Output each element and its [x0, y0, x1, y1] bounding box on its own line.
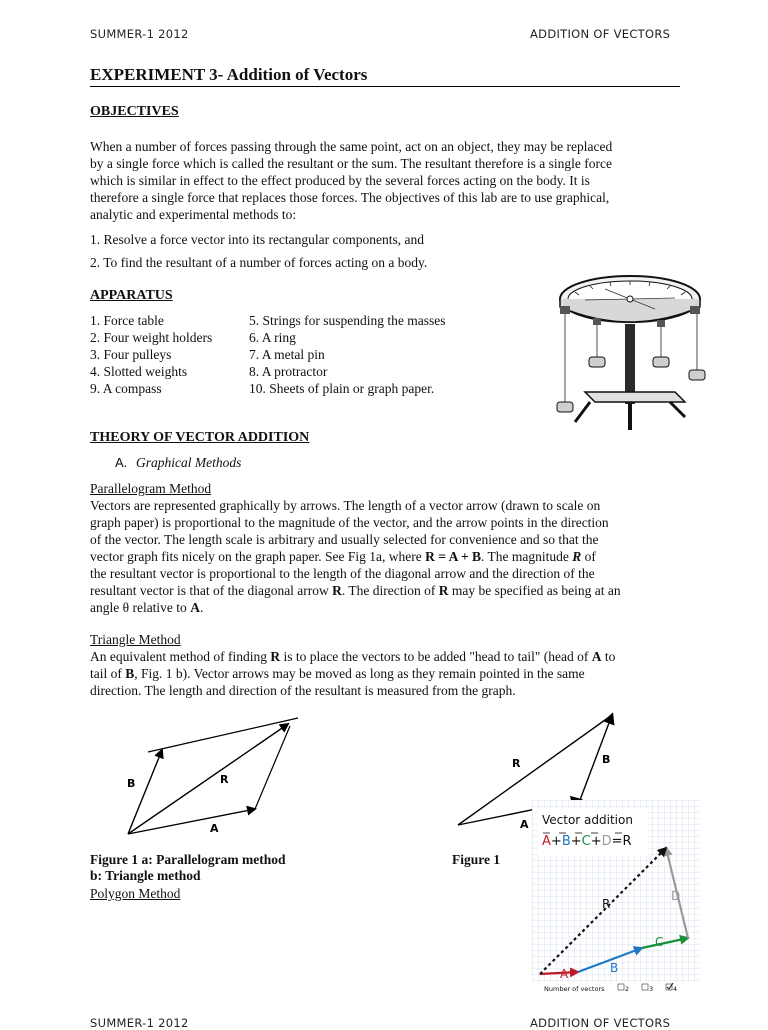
figure-1-caption: Figure 1 [452, 852, 501, 867]
graphical-methods-letter: A. [115, 455, 128, 470]
inset-label-r: R [602, 897, 611, 911]
eq-equals: = [611, 834, 623, 849]
vector-b-arrow [128, 750, 162, 834]
figure-1a-parallelogram [110, 710, 310, 845]
apparatus-heading: APPARATUS [90, 288, 173, 303]
page-header-right: ADDITION OF VECTORS [530, 27, 671, 41]
text-run: may be specified as being at an [448, 583, 621, 598]
checkbox-2-vectors[interactable] [618, 984, 624, 990]
polygon-heading: Polygon Method [90, 886, 181, 901]
figure-1a-caption: Figure 1 a: Parallelogram method [90, 852, 286, 867]
paragraph-line: Vectors are represented graphically by arrows. The length of a vector arrow (drawn to scale on [90, 498, 601, 513]
eq-plus: + [570, 834, 582, 849]
text-run: tail of [90, 666, 126, 681]
paragraph-line [90, 582, 690, 599]
paragraph-line [90, 599, 690, 616]
text-run: to [601, 649, 616, 664]
objective-item-1: 1. Resolve a force vector into its rectangular components, and [90, 232, 425, 247]
apparatus-item: 3. Four pulleys [90, 347, 172, 362]
paragraph-line: direction. The length and direction of the resultant is measured from the graph. [90, 683, 516, 698]
text-run: . The direction of [341, 583, 439, 598]
paragraph-line: the resultant vector is proportional to the length of the diagonal arrow and the direction of the [90, 566, 595, 581]
inset-label-c: C [655, 935, 664, 949]
page-footer-right: ADDITION OF VECTORS [530, 1016, 671, 1030]
objectives-paragraph [90, 138, 690, 223]
fig1b-label-a: A [520, 818, 529, 831]
parallelogram-top [148, 718, 298, 752]
apparatus-item: 10. Sheets of plain or graph paper. [249, 381, 435, 396]
force-table-illustration [545, 262, 715, 432]
vector-r-arrow [128, 724, 288, 834]
fig1a-label-a: A [210, 822, 219, 835]
figure-1b-caption: b: Triangle method [90, 868, 201, 883]
text-run: An equivalent method of finding [90, 649, 271, 664]
symbol-b: B [125, 666, 135, 681]
objective-item-2: 2. To find the resultant of a number of forces acting on a body. [90, 255, 428, 270]
objectives-line: therefore a single force that replaces those forces. The objectives of this lab are to use graphical, [90, 190, 610, 205]
inset-label-a: A [560, 967, 569, 981]
symbol-r-italic: R [572, 549, 582, 564]
theory-heading: THEORY OF VECTOR ADDITION [90, 430, 310, 445]
fig1a-label-r: R [220, 773, 229, 786]
objectives-heading: OBJECTIVES [90, 104, 179, 119]
apparatus-column-2 [249, 312, 446, 397]
eq-plus: + [590, 834, 602, 849]
symbol-a: A [190, 600, 200, 615]
text-run: vector graph fits nicely on the graph paper. See Fig 1a, where [90, 549, 426, 564]
apparatus-item: 2. Four weight holders [90, 330, 213, 345]
text-run: , Fig. 1 b). Vector arrows may be moved as long as they remain pointed in the same [134, 666, 585, 681]
graphical-methods-title: Graphical Methods [136, 455, 242, 470]
checkbox-3-label: 3 [649, 985, 654, 992]
page-header-left: SUMMER-1 2012 [90, 27, 189, 41]
fig1a-label-b: B [127, 777, 136, 790]
apparatus-item: 8. A protractor [249, 364, 328, 379]
objectives-line: analytic and experimental methods to: [90, 207, 297, 222]
apparatus-item: 9. A compass [90, 381, 162, 396]
page-title: EXPERIMENT 3- Addition of Vectors [90, 65, 368, 84]
symbol-a: A [591, 649, 602, 664]
page-footer-left: SUMMER-1 2012 [90, 1016, 189, 1030]
title-rule [90, 86, 680, 87]
paragraph-line: of the vector. The length scale is arbitrary and usually selected for convenience and so that the [90, 532, 599, 547]
inset-equation [542, 834, 632, 849]
objectives-line: by a single force which is called the resultant or the sum. The resultant therefore is a single force [90, 156, 612, 171]
eq-b: B [561, 834, 571, 849]
apparatus-item: 7. A metal pin [249, 347, 325, 362]
apparatus-column-1 [90, 312, 212, 397]
parallelogram-right [255, 726, 290, 809]
fig1b-label-r: R [512, 757, 521, 770]
text-run: is to place the vectors to be added "head to tail" (head of [280, 649, 592, 664]
checkbox-2-label: 2 [625, 985, 630, 992]
inset-title: Vector addition [542, 813, 633, 827]
paragraph-line [90, 665, 690, 682]
checkbox-4-label: 4 [673, 985, 678, 992]
equation-bold: R = A + B [425, 549, 482, 564]
text-run: . The magnitude [481, 549, 573, 564]
vector-addition-inset [532, 800, 702, 992]
text-run: of [581, 549, 596, 564]
apparatus-item: 4. Slotted weights [90, 364, 188, 379]
apparatus-item: 6. A ring [249, 330, 296, 345]
text-run: . [199, 600, 204, 615]
objectives-line: When a number of forces passing through the same point, act on an object, they may be replaced [90, 139, 613, 154]
fig1b-label-b: B [602, 753, 611, 766]
paragraph-line [90, 548, 690, 565]
symbol-r: R [270, 649, 281, 664]
eq-c: C [581, 834, 591, 849]
parallelogram-heading: Parallelogram Method [90, 481, 212, 496]
paragraph-line [90, 648, 690, 665]
inset-label-d: D [671, 889, 681, 903]
eq-d: D [601, 834, 612, 849]
eq-plus: + [550, 834, 562, 849]
paragraph-line: graph paper) is proportional to the magnitude of the vector, and the arrow points in the direction [90, 515, 609, 530]
checkbox-3-vectors[interactable] [642, 984, 648, 990]
objectives-line: which is similar in effect to the effect produced by the several forces acting on the body. It is [90, 173, 590, 188]
triangle-paragraph [90, 648, 690, 699]
text-run: resultant vector is that of the diagonal arrow [90, 583, 333, 598]
parallelogram-paragraph [90, 497, 690, 616]
symbol-r: R [438, 583, 449, 598]
apparatus-item: 1. Force table [90, 313, 164, 328]
number-of-vectors-label: Number of vectors [544, 985, 605, 992]
eq-a: A [542, 834, 551, 849]
text-run: angle θ relative to [90, 600, 191, 615]
symbol-r: R [332, 583, 342, 598]
apparatus-item: 5. Strings for suspending the masses [249, 313, 446, 328]
triangle-heading: Triangle Method [90, 632, 181, 647]
inset-label-b: B [610, 961, 619, 975]
eq-r: R [622, 834, 632, 849]
